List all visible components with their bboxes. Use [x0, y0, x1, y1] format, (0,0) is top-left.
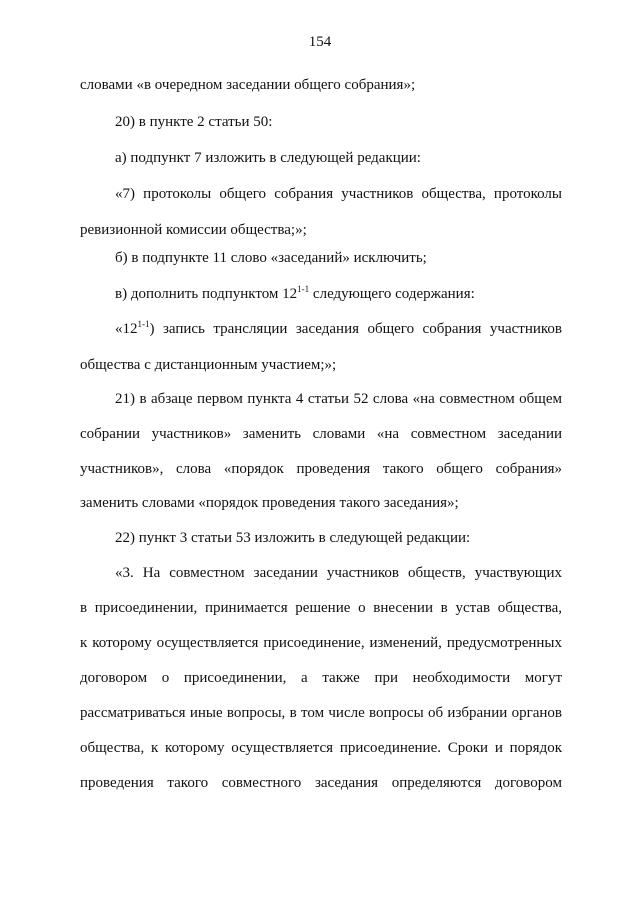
paragraph-20: 20) в пункте 2 статьи 50: [115, 114, 273, 130]
text-line: ревизионной комиссии общества;»; [80, 222, 307, 238]
text-segment: следующего содержания: [309, 286, 475, 302]
text-line: договором о присоединении, а также при необходимости могут [80, 670, 562, 686]
paragraph-21: 21) в абзаце первом пункта 4 статьи 52 слова «на совместном общем [115, 391, 562, 407]
text-segment: «12 [115, 321, 138, 337]
text-line: рассматриваться иные вопросы, в том числе вопросы об избрании органов [80, 705, 562, 721]
text-line: словами «в очередном заседании общего собрания»; [80, 77, 416, 93]
page-number: 154 [308, 34, 332, 50]
text-line: собрании участников» заменить словами «на совместном заседании [80, 426, 562, 442]
quoted-item-3: «3. На совместном заседании участников обществ, участвующих [115, 565, 562, 581]
subparagraph-b: б) в подпункте 11 слово «заседаний» исключить; [115, 250, 427, 266]
text-line: общества, к которому осуществляется присоединение. Сроки и порядок [80, 740, 562, 756]
text-line: участников», слова «порядок проведения такого общего собрания» [80, 461, 562, 477]
text-line: заменить словами «порядок проведения такого заседания»; [80, 495, 459, 511]
paragraph-22: 22) пункт 3 статьи 53 изложить в следующей редакции: [115, 530, 471, 546]
quoted-item-7: «7) протоколы общего собрания участников общества, протоколы [115, 186, 562, 202]
superscript: 1-1 [297, 284, 310, 294]
superscript: 1-1 [137, 319, 150, 329]
subparagraph-v [115, 285, 562, 303]
text-line: проведения такого совместного заседания определяются договором [80, 775, 562, 791]
text-line: общества с дистанционным участием;»; [80, 357, 337, 373]
text-segment: ) запись трансляции заседания общего собрания участников [149, 321, 562, 337]
text-line: к которому осуществляется присоединение, изменений, предусмотренных [80, 635, 562, 651]
text-line: в присоединении, принимается решение о внесении в устав общества, [80, 600, 562, 616]
subparagraph-a: а) подпункт 7 изложить в следующей редакции: [115, 150, 421, 166]
quoted-item-12-1 [115, 320, 562, 338]
text-segment: в) дополнить подпунктом 12 [115, 286, 298, 302]
